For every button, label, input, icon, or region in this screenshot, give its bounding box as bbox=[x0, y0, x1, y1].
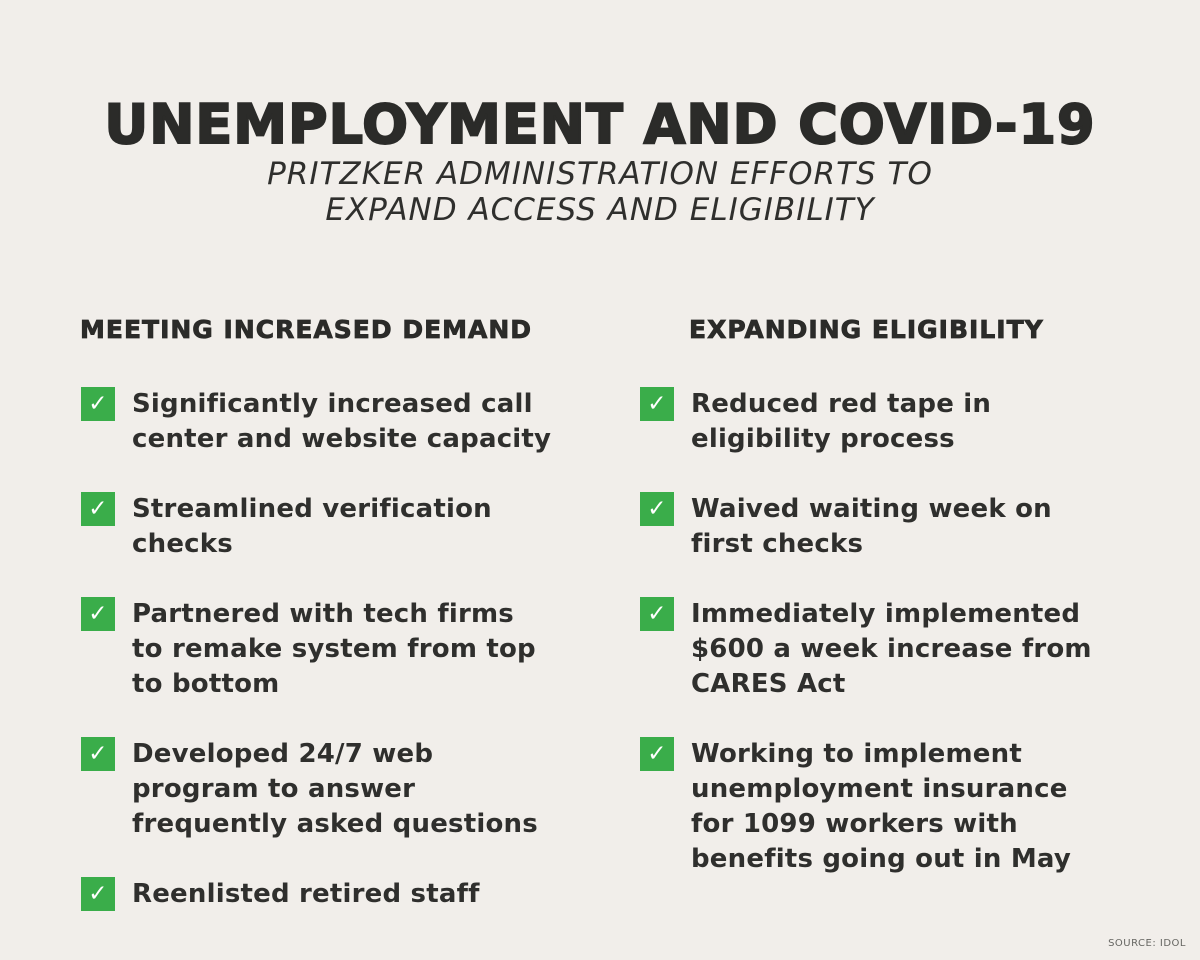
checkmark-icon: ✓ bbox=[640, 387, 674, 421]
checkmark-icon: ✓ bbox=[640, 492, 674, 526]
subtitle-line-1: PRITZKER ADMINISTRATION EFFORTS TO bbox=[267, 156, 933, 192]
checklist bbox=[640, 387, 1160, 877]
list-item-text: Developed 24/7 web program to answer frequently asked questions bbox=[132, 739, 538, 839]
checkmark-icon: ✓ bbox=[81, 387, 115, 421]
list-item bbox=[81, 387, 552, 457]
checkmark-icon: ✓ bbox=[81, 597, 115, 631]
column-expanding-eligibility bbox=[640, 312, 1160, 912]
list-item-text: Significantly increased call center and website capacity bbox=[132, 389, 552, 454]
list-item-text: Reduced red tape in eligibility process bbox=[691, 389, 992, 454]
list-item bbox=[81, 492, 592, 562]
checkmark-icon: ✓ bbox=[640, 737, 674, 771]
list-item bbox=[640, 387, 1131, 457]
list-item bbox=[640, 597, 1111, 702]
subtitle-line-2: EXPAND ACCESS AND ELIGIBILITY bbox=[325, 192, 875, 228]
list-item bbox=[81, 737, 562, 842]
checkmark-icon: ✓ bbox=[81, 877, 115, 911]
list-item-text: Immediately implemented $600 a week increase from CARES Act bbox=[691, 599, 1092, 699]
list-item-text: Reenlisted retired staff bbox=[132, 879, 480, 909]
list-item bbox=[640, 492, 1111, 562]
list-item-text: Waived waiting week on first checks bbox=[691, 494, 1052, 559]
source-credit: SOURCE: IDOL bbox=[1108, 938, 1186, 949]
list-item-text: Partnered with tech firms to remake system from top to bottom bbox=[132, 599, 536, 699]
list-item bbox=[640, 737, 1111, 877]
checkmark-icon: ✓ bbox=[81, 737, 115, 771]
list-item bbox=[81, 597, 552, 702]
page-subtitle bbox=[0, 156, 1200, 228]
checkmark-icon: ✓ bbox=[81, 492, 115, 526]
list-item bbox=[81, 877, 562, 912]
checklist bbox=[81, 387, 601, 912]
checkmark-icon: ✓ bbox=[640, 597, 674, 631]
list-item-text: Streamlined verification checks bbox=[132, 494, 492, 559]
page-title: UNEMPLOYMENT AND COVID-19 bbox=[104, 93, 1096, 157]
column-heading: EXPANDING ELIGIBILITY bbox=[689, 315, 1044, 344]
column-meeting-increased-demand bbox=[81, 312, 601, 947]
list-item-text: Working to implement unemployment insurance for 1099 workers with benefits going out in May bbox=[691, 739, 1072, 874]
column-heading: MEETING INCREASED DEMAND bbox=[80, 315, 533, 344]
